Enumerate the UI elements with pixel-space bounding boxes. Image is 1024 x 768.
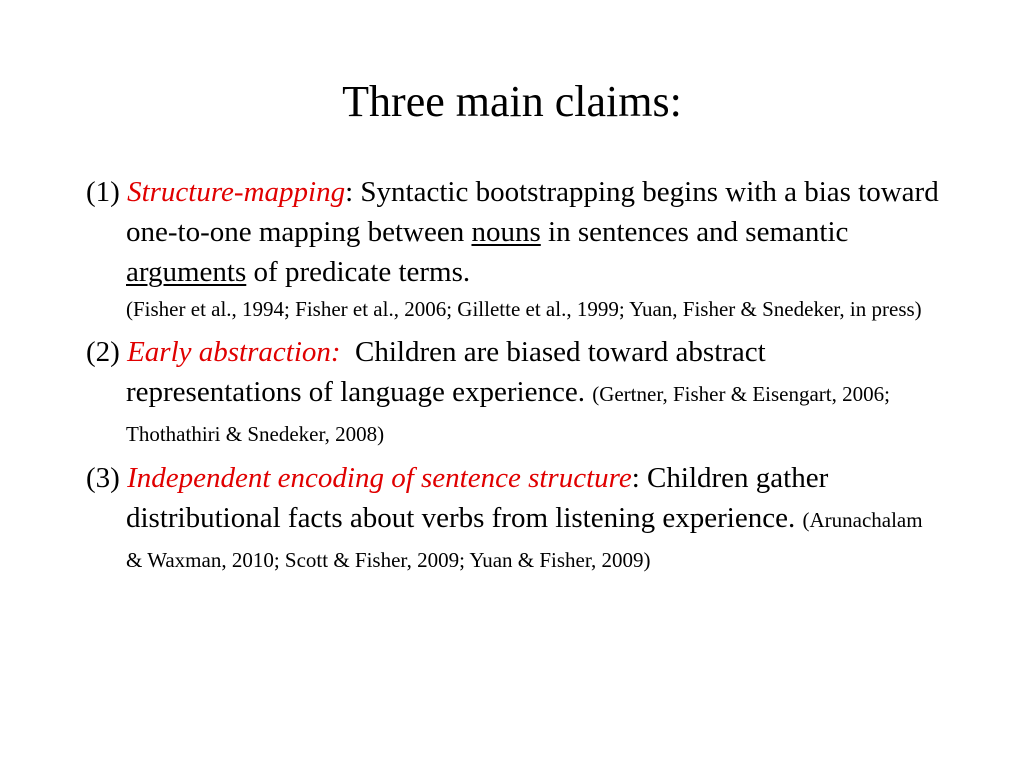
- claim-1-text-b: in sentences and semantic: [540, 216, 849, 248]
- claim-3: [86, 458, 942, 578]
- claim-3-term: Independent encoding of sentence structure: [127, 462, 632, 494]
- claim-1-text-c: of predicate terms.: [246, 256, 471, 288]
- claim-3-citation: (Arunachalam & Waxman, 2010; Scott & Fisher, 2009; Yuan & Fisher, 2009): [126, 508, 923, 572]
- claim-3-number: (3): [86, 462, 120, 494]
- claim-2-text: Children are biased toward abstract representations of language experience.: [126, 336, 766, 408]
- claim-1-term-suffix: :: [345, 176, 354, 208]
- claims-list: [86, 172, 942, 584]
- claim-1-underline-nouns: nouns: [471, 216, 541, 248]
- claim-3-term-suffix: :: [631, 462, 640, 494]
- claim-1-citation: (Fisher et al., 1994; Fisher et al., 2006; Gillette et al., 1999; Yuan, Fisher & Snedeker, in press): [126, 297, 922, 321]
- claim-3-text: Children gather distributional facts about verbs from listening experience.: [126, 462, 829, 534]
- claim-1-term: Structure-mapping: [127, 176, 346, 208]
- claim-2-citation: (Gertner, Fisher & Eisengart, 2006; Thothathiri & Snedeker, 2008): [126, 382, 890, 446]
- slide-title: Three main claims:: [342, 77, 682, 126]
- claim-2-number: (2): [86, 336, 120, 368]
- claim-1-text-a: Syntactic bootstrapping begins with a bias toward one-to-one mapping between: [126, 176, 939, 248]
- claim-2-term: Early abstraction:: [127, 336, 341, 368]
- claim-1: [86, 172, 942, 326]
- claim-2: [86, 332, 942, 452]
- claim-1-underline-arguments: arguments: [126, 256, 247, 288]
- claim-1-number: (1): [86, 176, 120, 208]
